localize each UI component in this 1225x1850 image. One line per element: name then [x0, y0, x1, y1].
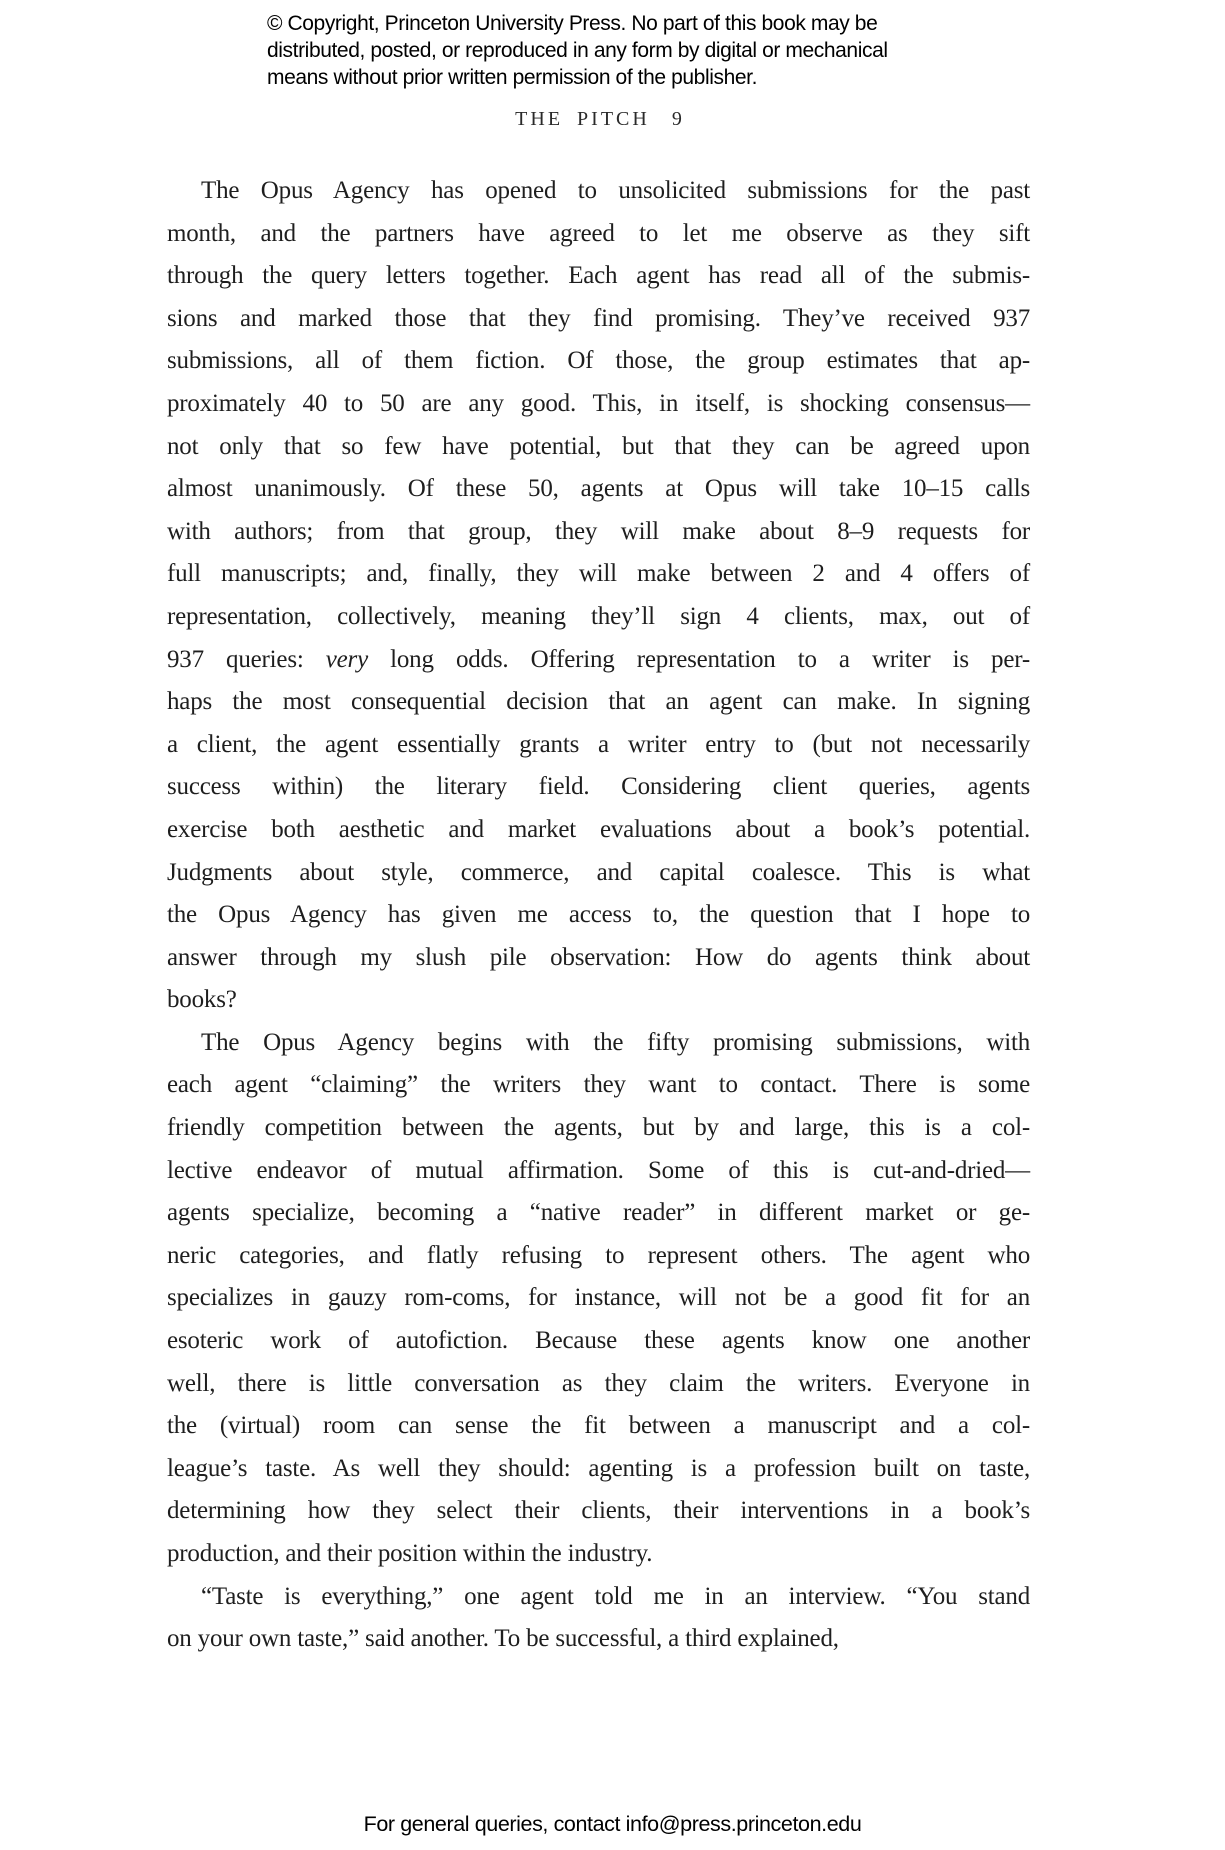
running-head: [167, 108, 1030, 131]
body-line: “Taste is everything,” one agent told me in an interview. “You stand: [201, 1582, 1030, 1610]
copyright-notice-line: © Copyright, Princeton University Press. No part of this book may be: [267, 12, 878, 35]
body-line: the Opus Agency has given me access to, the question that I hope to: [167, 901, 1030, 929]
footer-queries-note: For general queries, contact info@press.princeton.edu: [363, 1812, 862, 1836]
body-line: The Opus Agency has opened to unsolicited submissions for the past: [201, 177, 1030, 204]
body-line: a client, the agent essentially grants a writer entry to (but not necessarily: [167, 730, 1030, 758]
body-line: well, there is little conversation as they claim the writers. Everyone in: [167, 1369, 1030, 1397]
body-line: full manuscripts; and, finally, they will make between 2 and 4 offers of: [167, 560, 1030, 588]
body-line: determining how they select their clients, their interventions in a book’s: [167, 1497, 1030, 1525]
body-line: Judgments about style, commerce, and capital coalesce. This is what: [167, 858, 1030, 886]
body-line: specializes in gauzy rom-coms, for instance, will not be a good fit for an: [167, 1284, 1030, 1312]
page-number: 9: [671, 108, 682, 130]
body-line: the (virtual) room can sense the fit between a manuscript and a col-: [167, 1412, 1030, 1440]
copyright-notice: [267, 10, 888, 91]
body-line: neric categories, and flatly refusing to represent others. The agent who: [167, 1241, 1030, 1269]
body-line: submissions, all of them fiction. Of those, the group estimates that ap-: [167, 347, 1030, 375]
body-line: haps the most consequential decision that an agent can make. In signing: [167, 688, 1030, 716]
body-line: exercise both aesthetic and market evaluations about a book’s potential.: [167, 815, 1030, 843]
body-line: with authors; from that group, they will make about 8–9 requests for: [167, 517, 1030, 545]
body-line: sions and marked those that they find promising. They’ve received 937: [167, 304, 1030, 332]
body-line: answer through my slush pile observation: How do agents think about: [167, 943, 1030, 971]
body-text: [167, 170, 1030, 1661]
body-line: not only that so few have potential, but that they can be agreed upon: [167, 432, 1030, 460]
body-line: books?: [167, 986, 237, 1014]
body-line: through the query letters together. Each agent has read all of the submis-: [167, 262, 1030, 290]
body-line: success within) the literary field. Considering client queries, agents: [167, 773, 1030, 801]
body-line: esoteric work of autofiction. Because these agents know one another: [167, 1327, 1030, 1355]
body-line: representation, collectively, meaning they’ll sign 4 clients, max, out of: [167, 602, 1030, 630]
body-line: each agent “claiming” the writers they want to contact. There is some: [167, 1071, 1030, 1099]
body-line: friendly competition between the agents, but by and large, this is a col-: [167, 1114, 1030, 1142]
copyright-notice-line: distributed, posted, or reproduced in any form by digital or mechanical: [267, 39, 888, 62]
body-line: 937 queries: very long odds. Offering representation to a writer is per-: [167, 645, 1030, 673]
body-line: league’s taste. As well they should: agenting is a profession built on taste,: [167, 1454, 1030, 1482]
body-line: month, and the partners have agreed to let me observe as they sift: [167, 219, 1030, 247]
body-line: The Opus Agency begins with the fifty promising submissions, with: [201, 1028, 1030, 1056]
body-line: agents specialize, becoming a “native reader” in different market or ge-: [167, 1199, 1030, 1227]
copyright-notice-line: means without prior written permission of the publisher.: [267, 66, 758, 89]
body-line: production, and their position within the industry.: [167, 1540, 653, 1567]
chapter-title: THE PITCH: [515, 108, 650, 130]
body-line: almost unanimously. Of these 50, agents at Opus will take 10–15 calls: [167, 475, 1030, 503]
body-line: proximately 40 to 50 are any good. This, in itself, is shocking consensus—: [167, 389, 1030, 417]
body-line: on your own taste,” said another. To be successful, a third explained,: [167, 1625, 839, 1653]
body-line: lective endeavor of mutual affirmation. Some of this is cut-and-dried—: [167, 1156, 1030, 1184]
